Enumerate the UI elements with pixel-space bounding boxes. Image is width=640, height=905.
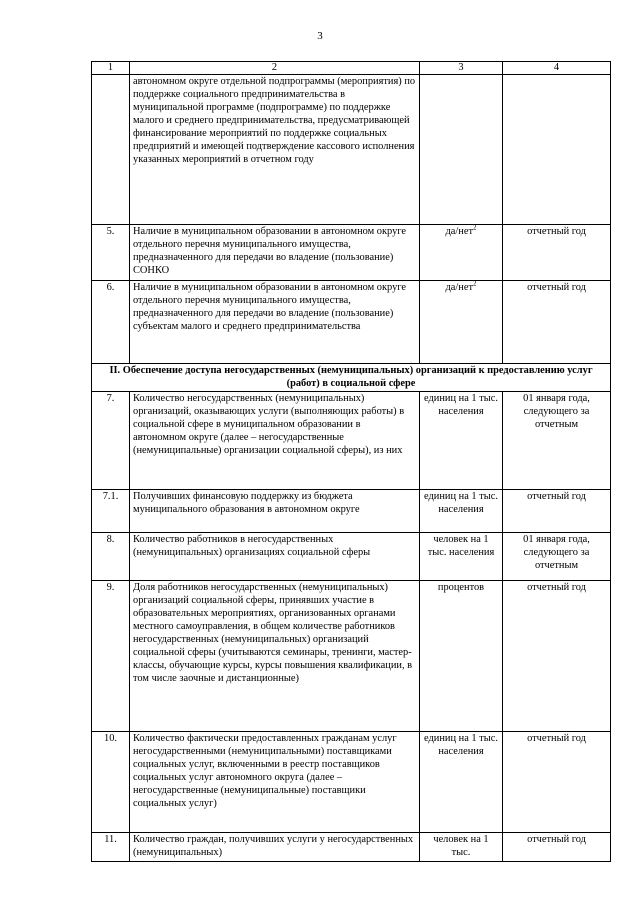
header-cell-1: 1 [92, 62, 130, 75]
table-row [92, 732, 611, 833]
section-heading-row [92, 364, 611, 392]
unit-of-measure: единиц на 1 тыс. населения [424, 491, 498, 515]
footnote-marker: 2 [473, 280, 477, 288]
row-number: 5. [92, 225, 130, 281]
indicator-name: Наличие в муниципальном образовании в автономном округе отдельного перечня муниципального имущества, предназначенного для передачи во владение (пользование) СОНКО [130, 225, 420, 281]
row-number: 7.1. [92, 490, 130, 533]
reporting-period: отчетный год [503, 490, 611, 533]
footnote-marker: 2 [473, 224, 477, 232]
header-cell-4: 4 [503, 62, 611, 75]
unit-cell [420, 392, 503, 490]
indicator-name: Количество граждан, получивших услуги у негосударственных (немуниципальных) [130, 833, 420, 862]
header-cell-3: 3 [420, 62, 503, 75]
indicator-name: Наличие в муниципальном образовании в автономном округе отдельного перечня муниципального имущества, предназначенного для передачи во владение (пользование) субъектам малого и среднего предпринимательства [130, 281, 420, 364]
unit-cell [420, 533, 503, 581]
row-number: 11. [92, 833, 130, 862]
reporting-period: отчетный год [503, 581, 611, 732]
row-number: 9. [92, 581, 130, 732]
indicator-name: автономном округе отдельной подпрограммы (мероприятия) по поддержке социального предпринимательства в муниципальной программе (подпрограмме) по поддержке малого и среднего предпринимательства, предусматривающей финансирование мероприятий по поддержке социальных предприятий и имеющей подтверждение кассового исполнения указанных мероприятий в отчетном году [130, 75, 420, 225]
reporting-period [503, 75, 611, 225]
table-row [92, 490, 611, 533]
reporting-period: отчетный год [503, 732, 611, 833]
row-number: 8. [92, 533, 130, 581]
unit-of-measure: человек на 1 тыс. населения [427, 534, 495, 558]
unit-of-measure: процентов [437, 582, 485, 593]
table-row [92, 281, 611, 364]
table-row [92, 392, 611, 490]
unit-cell [420, 732, 503, 833]
reporting-period: отчетный год [503, 225, 611, 281]
row-number: 10. [92, 732, 130, 833]
unit-cell [420, 490, 503, 533]
indicators-table [91, 61, 611, 862]
row-number: 7. [92, 392, 130, 490]
row-number [92, 75, 130, 225]
table-row [92, 833, 611, 862]
indicator-name: Количество негосударственных (немуниципальных) организаций, оказывающих услуги (выполняющих работы) в социальной сфере в муниципальном образовании в автономном округе (далее – негосударственные (немуниципальные) организации социальной сферы), из них [130, 392, 420, 490]
reporting-period: отчетный год [503, 833, 611, 862]
table-row [92, 225, 611, 281]
reporting-period: 01 января года, следующего за отчетным [503, 392, 611, 490]
table-row [92, 581, 611, 732]
indicator-name: Доля работников негосударственных (немуниципальных) организаций социальной сферы, принявших участие в образовательных мероприятиях, организованных органами местного самоуправления, в общем количестве работников негосударственных (немуниципальных) организаций социальной сферы (учитываются семинары, тренинги, мастер-классы, обучающие курсы, курсы повышения квалификации, в том числе заочные и дистанционные) [130, 581, 420, 732]
unit-of-measure: человек на 1 тыс. [433, 834, 489, 858]
unit-cell [420, 225, 503, 281]
unit-cell [420, 581, 503, 732]
table-row [92, 533, 611, 581]
indicator-name: Количество работников в негосударственных (немуниципальных) организациях социальной сферы [130, 533, 420, 581]
unit-of-measure: да/нет [445, 226, 473, 237]
unit-of-measure: единиц на 1 тыс. населения [424, 393, 498, 417]
page-number: 3 [317, 30, 323, 42]
unit-cell [420, 833, 503, 862]
reporting-period: отчетный год [503, 281, 611, 364]
unit-cell [420, 75, 503, 225]
indicator-name: Получивших финансовую поддержку из бюджета муниципального образования в автономном округе [130, 490, 420, 533]
unit-cell [420, 281, 503, 364]
reporting-period: 01 января года, следующего за отчетным [503, 533, 611, 581]
table-header-row [92, 62, 611, 75]
section-heading: II. Обеспечение доступа негосударственных (немуниципальных) организаций к предоставлению услуг (работ) в социальной сфере [92, 364, 611, 392]
unit-of-measure: да/нет [445, 282, 473, 293]
indicator-name: Количество фактически предоставленных гражданам услуг негосударственными (немуниципальными) поставщиками социальных услуг, включенными в реестр поставщиков социальных услуг автономного округа (далее – негосударственные (немуниципальные) поставщики социальных услуг) [130, 732, 420, 833]
unit-of-measure: единиц на 1 тыс. населения [424, 733, 498, 757]
table-row [92, 75, 611, 225]
header-cell-2: 2 [130, 62, 420, 75]
row-number: 6. [92, 281, 130, 364]
